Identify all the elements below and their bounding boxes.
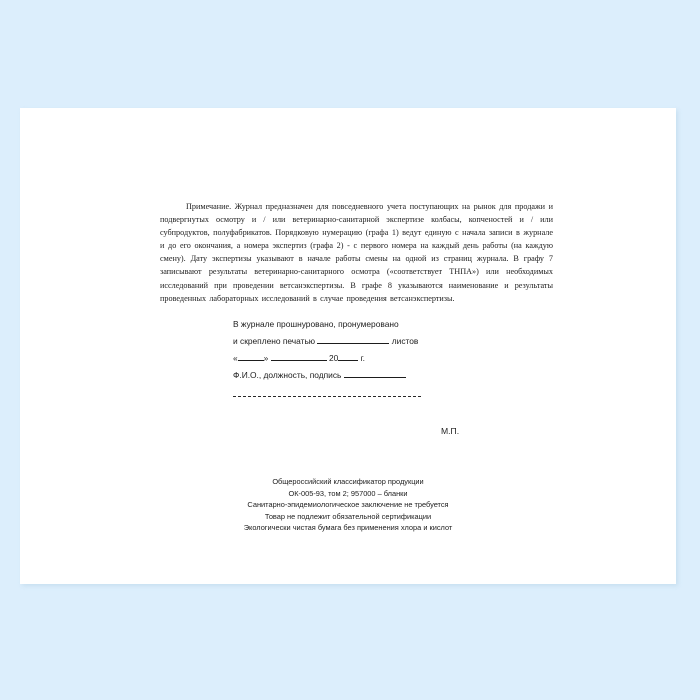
- year-prefix: 20: [329, 353, 339, 363]
- certification-block: [233, 316, 533, 384]
- footer-line-2: ОК-005-93, том 2; 957000 – бланки: [288, 488, 408, 498]
- certification-line-3: [233, 350, 533, 367]
- certification-line-1-text: В журнале прошнуровано, пронумеровано: [233, 319, 399, 329]
- footer-line-1: Общероссийский классификатор продукции: [272, 477, 424, 486]
- certification-line-2: [233, 333, 533, 350]
- signatory-blank[interactable]: [344, 369, 406, 378]
- signatory-label: Ф.И.О., должность, подпись: [233, 370, 342, 380]
- footer-block: [20, 476, 676, 534]
- year-blank[interactable]: [338, 352, 358, 361]
- footer-line-3: Санитарно-эпидемиологическое заключение не требуется: [247, 500, 449, 510]
- date-quote-close: »: [263, 353, 269, 363]
- footer-line-5: Экологически чистая бумага без применения хлора и кислот: [243, 523, 453, 533]
- note-text: [160, 200, 553, 305]
- certification-line-2-suffix: листов: [391, 336, 419, 346]
- certification-line-2-prefix: и скреплено печатью: [233, 336, 316, 346]
- date-quote-open: «: [233, 353, 238, 363]
- document-page: [20, 108, 676, 584]
- footer-line-4: Товар не подлежит обязательной сертификации: [264, 511, 432, 521]
- note-label: Примечание.: [186, 202, 232, 211]
- note-paragraph: [160, 200, 553, 305]
- year-suffix: г.: [360, 353, 366, 363]
- sheets-count-blank[interactable]: [317, 335, 389, 344]
- certification-line-4: [233, 367, 533, 384]
- day-blank[interactable]: [238, 352, 264, 361]
- separator-dashed-line: [233, 396, 421, 397]
- certification-line-1: [233, 316, 533, 333]
- month-blank[interactable]: [271, 352, 327, 361]
- stamp-place-label: М.П.: [441, 426, 460, 436]
- note-body: Журнал предназначен для повседневного учета поступающих на рынок для продажи и подвергнутых осмотру и / или ветеринарно-санитарной экспертизе колбасы, копченостей и / или субпродуктов, полуфабрикатов. Порядковую нумерацию (графа 1) ведут единую с начала записи в журнале и до его окончания, а номера экспертиз (графа 2) - с первого номера на каждый день работы (на каждую смену). Дату экспертизы указывают в начале работы смены на одной из страниц журнала. В графу 7 записывают результаты ветеринарно-санитарного осмотра («соответствует ТНПА») или необходимых исследований при проведении ветсанэкспертизы. В графе 8 указываются наименование и результаты проведенных лабораторных исследований в случае проведения ветсанэкспертизы.: [160, 202, 553, 303]
